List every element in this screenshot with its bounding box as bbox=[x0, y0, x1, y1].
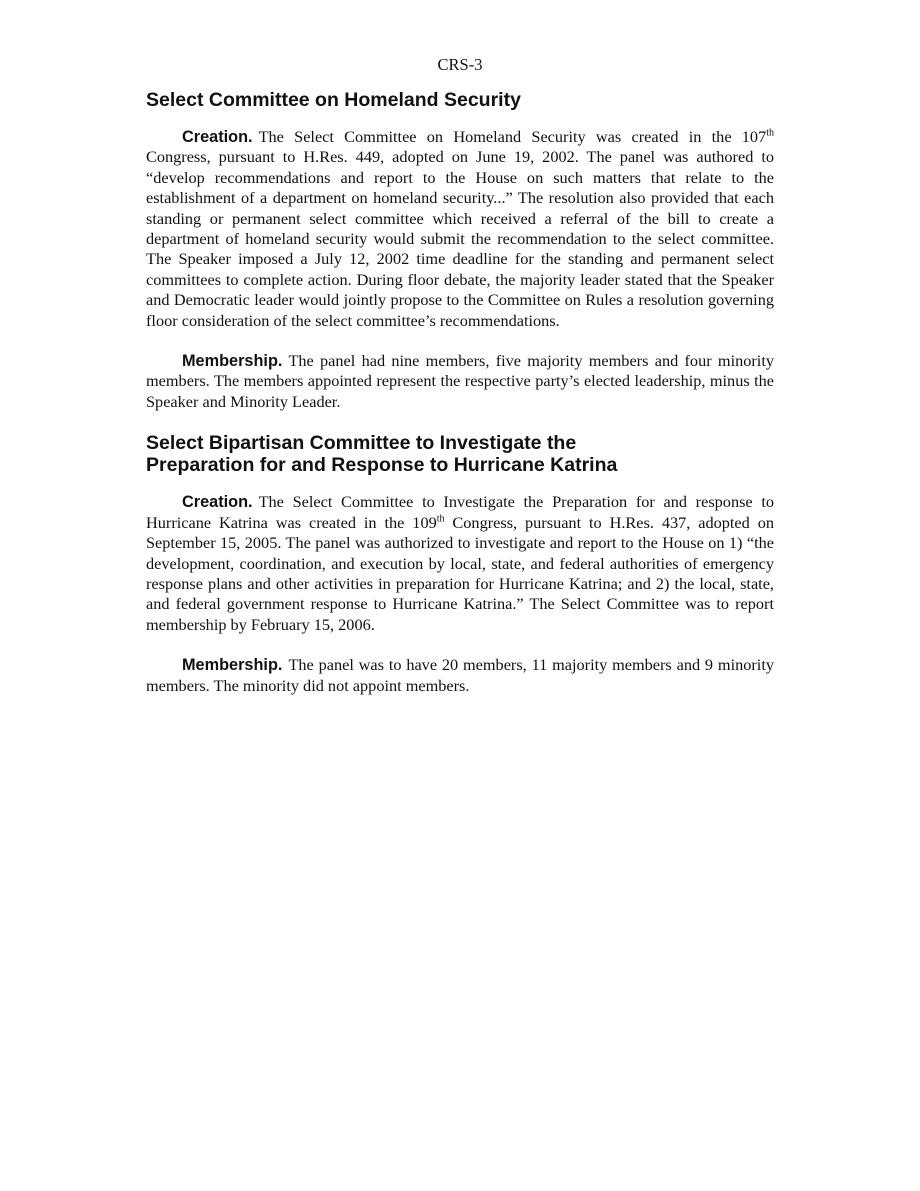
ordinal-suffix: th bbox=[766, 127, 774, 139]
heading-line: Select Committee on Homeland Security bbox=[146, 89, 521, 111]
paragraph-text: Congress, pursuant to H.Res. 449, adopted on June 19, 2002. The panel was authored to “develop recommendations and report to the House on such matters that relate to the establishment of a department on homeland security...” The resolution also provided that each standing or permanent select committee which received a referral of the bill to create a department of homeland security would submit the recommendation to the select committee. The Speaker imposed a July 12, 2002 time deadline for the standing and permanent select committees to complete action. During floor debate, the majority leader stated that the Speaker and Democratic leader would jointly propose to the Committee on Rules a resolution governing floor consideration of the select committee’s recommendations. bbox=[146, 147, 774, 330]
membership-paragraph bbox=[146, 351, 774, 412]
run-in-label: Creation. bbox=[182, 128, 253, 146]
run-in-label: Membership. bbox=[182, 656, 283, 675]
membership-paragraph bbox=[146, 655, 774, 696]
run-in-label: Membership. bbox=[182, 352, 283, 371]
ordinal-suffix: th bbox=[436, 513, 445, 525]
heading-line: Select Bipartisan Committee to Investigate the bbox=[146, 432, 577, 455]
paragraph-text: The panel was to have 20 members, 11 majority members and 9 minority members. The minority did not appoint members. bbox=[146, 655, 774, 695]
section-heading bbox=[146, 432, 774, 476]
creation-paragraph bbox=[146, 127, 774, 331]
document-page bbox=[146, 54, 774, 716]
paragraph-text: The Select Committee to Investigate the Preparation for and response to Hurricane Katrina was created in the 109 bbox=[146, 492, 774, 532]
paragraph-text: Congress, pursuant to H.Res. 437, adopted on September 15, 2005. The panel was authorized to investigate and report to the House on 1) “the development, coordination, and execution by local, state, and federal authorities of emergency response plans and other activities in preparation for Hurricane Katrina; and 2) the local, state, and federal government response to Hurricane Katrina.” The Select Committee was to report membership by February 15, 2006. bbox=[146, 512, 775, 634]
section-heading bbox=[146, 89, 774, 111]
creation-paragraph bbox=[146, 492, 774, 635]
section-hurricane-katrina bbox=[146, 432, 774, 696]
paragraph-text: The Select Committee on Homeland Security was created in the 107 bbox=[258, 127, 767, 146]
page-number: CRS-3 bbox=[437, 55, 483, 74]
run-in-label: Creation. bbox=[182, 493, 253, 512]
paragraph-text: The panel had nine members, five majority members and four minority members. The members appointed represent the respective party’s elected leadership, minus the Speaker and Minority Leader. bbox=[146, 351, 774, 411]
section-homeland-security bbox=[146, 89, 774, 412]
heading-line: Preparation for and Response to Hurricane Katrina bbox=[146, 454, 618, 477]
